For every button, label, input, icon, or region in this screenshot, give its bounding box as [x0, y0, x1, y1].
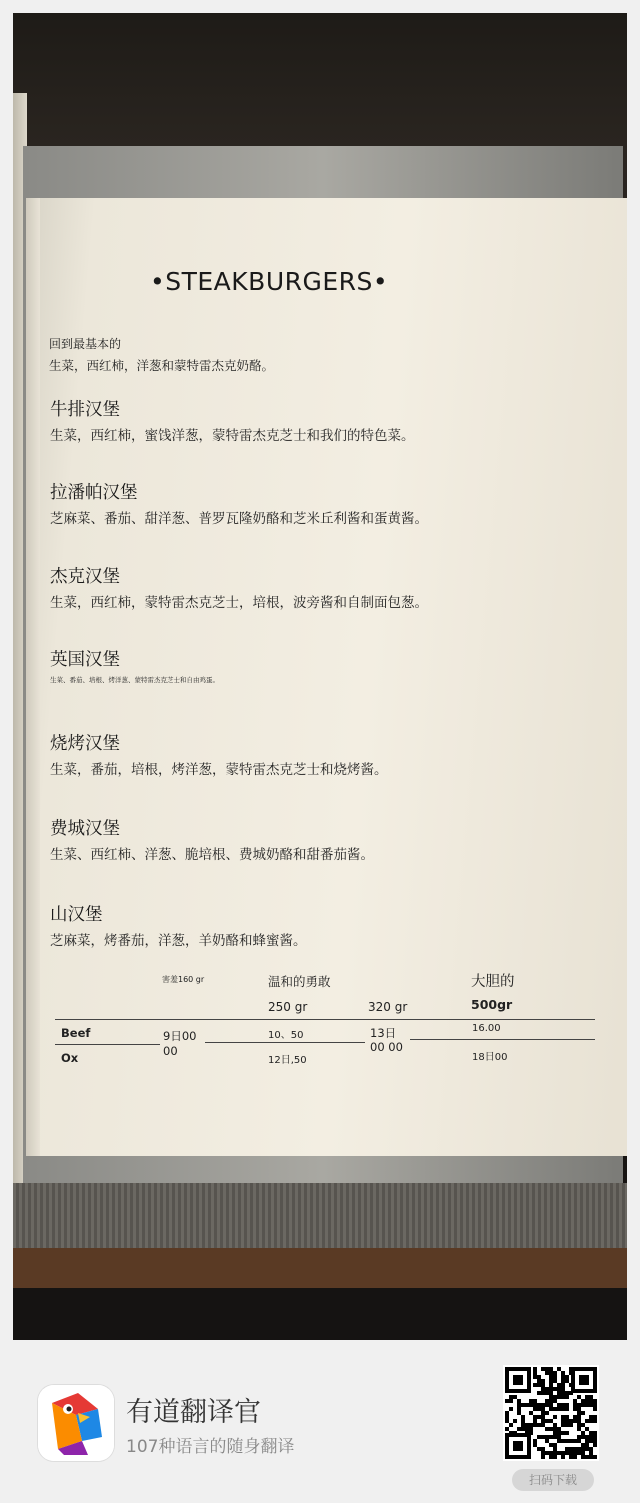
qr-code-icon	[503, 1365, 599, 1461]
price-row-label-beef: Beef	[61, 1026, 91, 1040]
item-name: 杰克汉堡	[50, 567, 120, 587]
item-description: 芝麻菜、番茄、甜洋葱、普罗瓦隆奶酪和芝米丘利酱和蛋黄酱。	[50, 511, 428, 527]
item-description: 芝麻菜，烤番茄，洋葱，羊奶酪和蜂蜜酱。	[50, 933, 307, 949]
menu-item	[50, 646, 219, 684]
price-cell: 16.00	[472, 1023, 501, 1034]
item-description: 生菜、番茄、培根、烤洋葱、蒙特雷杰克芝士和自由鸡蛋。	[50, 676, 219, 684]
menu-item	[50, 396, 415, 444]
price-col4-weight: 500gr	[471, 997, 513, 1012]
item-description: 生菜，西红柿，蜜饯洋葱，蒙特雷杰克芝士和我们的特色菜。	[50, 428, 415, 444]
item-name: 拉潘帕汉堡	[50, 483, 138, 503]
price-cell: 9日00	[163, 1029, 197, 1043]
intro-description: 生菜，西红柿，洋葱和蒙特雷杰克奶酪。	[49, 358, 275, 373]
item-description: 生菜，番茄，培根，烤洋葱，蒙特雷杰克芝士和烧烤酱。	[50, 762, 388, 778]
photo-bottom	[13, 1288, 627, 1340]
price-cell: 00	[163, 1044, 178, 1058]
price-row-label-ox: Ox	[61, 1051, 79, 1065]
price-col2-header: 温和的勇敢	[268, 974, 331, 989]
price-divider	[55, 1019, 595, 1020]
price-cell: 12日,50	[268, 1055, 307, 1066]
price-cell: 10、50	[268, 1030, 304, 1041]
menu-item	[50, 479, 428, 527]
table-edge	[13, 1248, 627, 1288]
item-name: 山汉堡	[50, 905, 103, 925]
app-logo-icon[interactable]	[38, 1385, 114, 1461]
price-divider	[410, 1039, 595, 1040]
price-col1-header: 害羞160 gr	[162, 975, 205, 984]
price-cell: 18日00	[472, 1052, 508, 1063]
price-col2-weight: 250 gr	[268, 1000, 308, 1014]
menu-item	[50, 563, 428, 611]
item-name: 牛排汉堡	[50, 400, 120, 420]
price-cell: 13日	[370, 1026, 397, 1040]
item-name: 费城汉堡	[50, 819, 120, 839]
app-tagline: 107种语言的随身翻译	[126, 1437, 295, 1457]
price-col3-weight: 320 gr	[368, 1000, 408, 1014]
price-cell: 00 00	[370, 1040, 403, 1054]
app-name: 有道翻译官	[126, 1397, 261, 1428]
price-col4-header: 大胆的	[471, 974, 515, 990]
intro-heading: 回到最基本的	[49, 337, 122, 351]
item-description: 生菜、西红柿、洋葱、脆培根、费城奶酪和甜番茄酱。	[50, 847, 374, 863]
menu-item	[50, 901, 307, 949]
item-name: 烧烤汉堡	[50, 734, 120, 754]
menu-title: •STEAKBURGERS•	[150, 267, 389, 296]
item-name: 英国汉堡	[50, 650, 120, 670]
price-divider	[55, 1044, 160, 1045]
scan-download-button[interactable]: 扫码下载	[512, 1469, 594, 1491]
price-divider	[205, 1042, 365, 1043]
menu-item	[50, 730, 388, 778]
item-description: 生菜，西红柿，蒙特雷杰克芝士，培根，波旁酱和自制面包葱。	[50, 595, 428, 611]
page-shadow	[26, 198, 40, 1156]
menu-item	[50, 815, 374, 863]
